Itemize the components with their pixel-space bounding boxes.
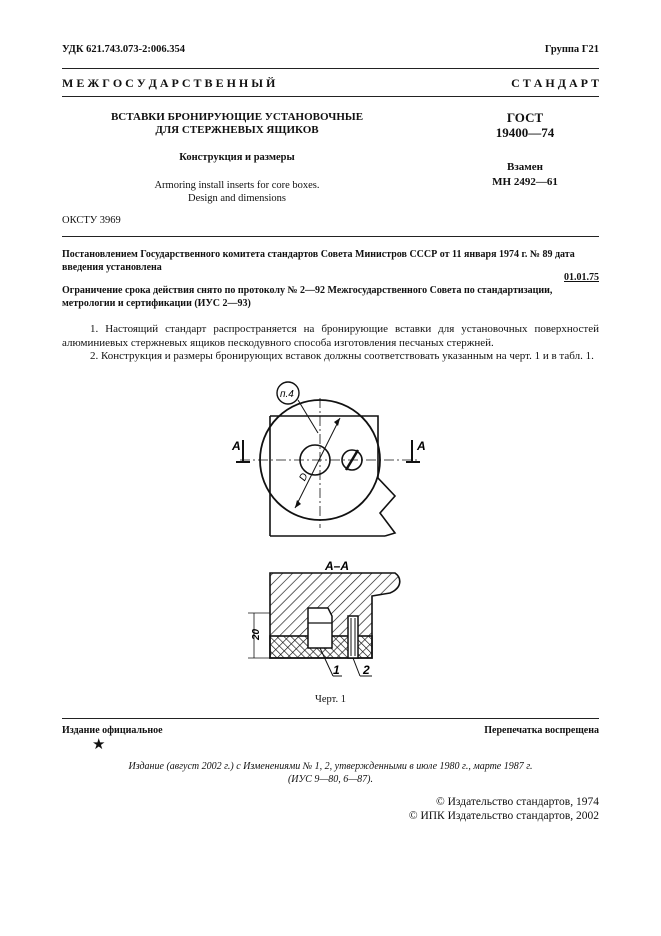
- english-title-line-2: Design and dimensions: [188, 193, 286, 204]
- limitation-text: Ограничение срока действия снято по протоколу № 2—92 Межгосударственного Совета по стандартизации, метрологии и сертификации (ИУС 2—93): [62, 285, 553, 309]
- replaces-number: МН 2492—61: [492, 176, 558, 188]
- edition-line-1: Издание (август 2002 г.) с Изменениями № 1, 2, утвержденными в июле 1980 г., марте 1987 г.: [128, 761, 533, 772]
- plan-view: [231, 382, 426, 536]
- paragraph-2: 2. Конструкция и размеры бронирующих вставок должны соответствовать указанным на черт. 1 и в табл. 1.: [90, 350, 594, 362]
- paragraph-1: 1. Настоящий стандарт распространяется на бронирующие вставки для установочных поверхностей алюминиевых стержневых ящиков пескодувного способа изготовления песчаных стержней.: [62, 323, 599, 349]
- figure-caption: Черт. 1: [315, 694, 346, 705]
- group-code: Группа Г21: [544, 44, 599, 55]
- dimension-20: 20: [251, 628, 262, 640]
- title-line-1: ВСТАВКИ БРОНИРУЮЩИЕ УСТАНОВОЧНЫЕ: [110, 111, 364, 123]
- edition-note: [62, 760, 599, 786]
- header-bottom-rule: [62, 236, 599, 237]
- edition-line-2: (ИУС 9—80, 6—87).: [287, 774, 374, 785]
- document-subtitle: Конструкция и размеры: [179, 152, 295, 163]
- title-line-2: ДЛЯ СТЕРЖНЕВЫХ ЯЩИКОВ: [155, 124, 319, 136]
- okstu-code: ОКСТУ 3969: [62, 215, 121, 226]
- gost-label: ГОСТ: [506, 110, 544, 125]
- gost-number: 19400—74: [495, 125, 555, 140]
- copyright-2: © ИПК Издательство стандартов, 2002: [408, 810, 599, 822]
- top-rule: [62, 68, 599, 69]
- official-edition-label: Издание официальное: [62, 725, 163, 736]
- section-mark-right: A: [417, 439, 426, 453]
- standard-number-block: [450, 110, 600, 140]
- note-callout-label: п.4: [280, 389, 294, 400]
- copyright-1: © Издательство стандартов, 1974: [435, 796, 599, 808]
- star-icon: ★: [92, 737, 106, 753]
- section-title: А–А: [325, 559, 350, 573]
- section-mark-left: A: [232, 439, 241, 453]
- callout-2: 2: [363, 663, 370, 677]
- diameter-label: D: [297, 471, 311, 483]
- technical-drawing: [230, 378, 430, 678]
- english-title: [62, 179, 412, 205]
- replaces-block: [450, 160, 600, 190]
- decree-text: Постановлением Государственного комитета стандартов Совета Министров СССР от 11 января 1974 г. № 89 дата введения установлена: [62, 249, 575, 273]
- replaces-label: Взамен: [507, 161, 543, 173]
- banner-right-text: С Т А Н Д А Р Т: [511, 76, 599, 90]
- effective-date: 01.01.75: [564, 272, 599, 283]
- interstate-standard-banner: [62, 76, 599, 91]
- footer-rule: [62, 718, 599, 719]
- document-title: [62, 111, 412, 137]
- callout-1: 1: [333, 663, 340, 677]
- banner-left-text: М Е Ж Г О С У Д А Р С Т В Е Н Н Ы Й: [62, 76, 276, 90]
- udk-code: УДК 621.743.073-2:006.354: [62, 44, 185, 55]
- english-title-line-1: Armoring install inserts for core boxes.: [154, 180, 320, 191]
- reprint-prohibited-label: Перепечатка воспрещена: [484, 725, 599, 736]
- banner-rule: [62, 96, 599, 97]
- section-view: [248, 573, 400, 677]
